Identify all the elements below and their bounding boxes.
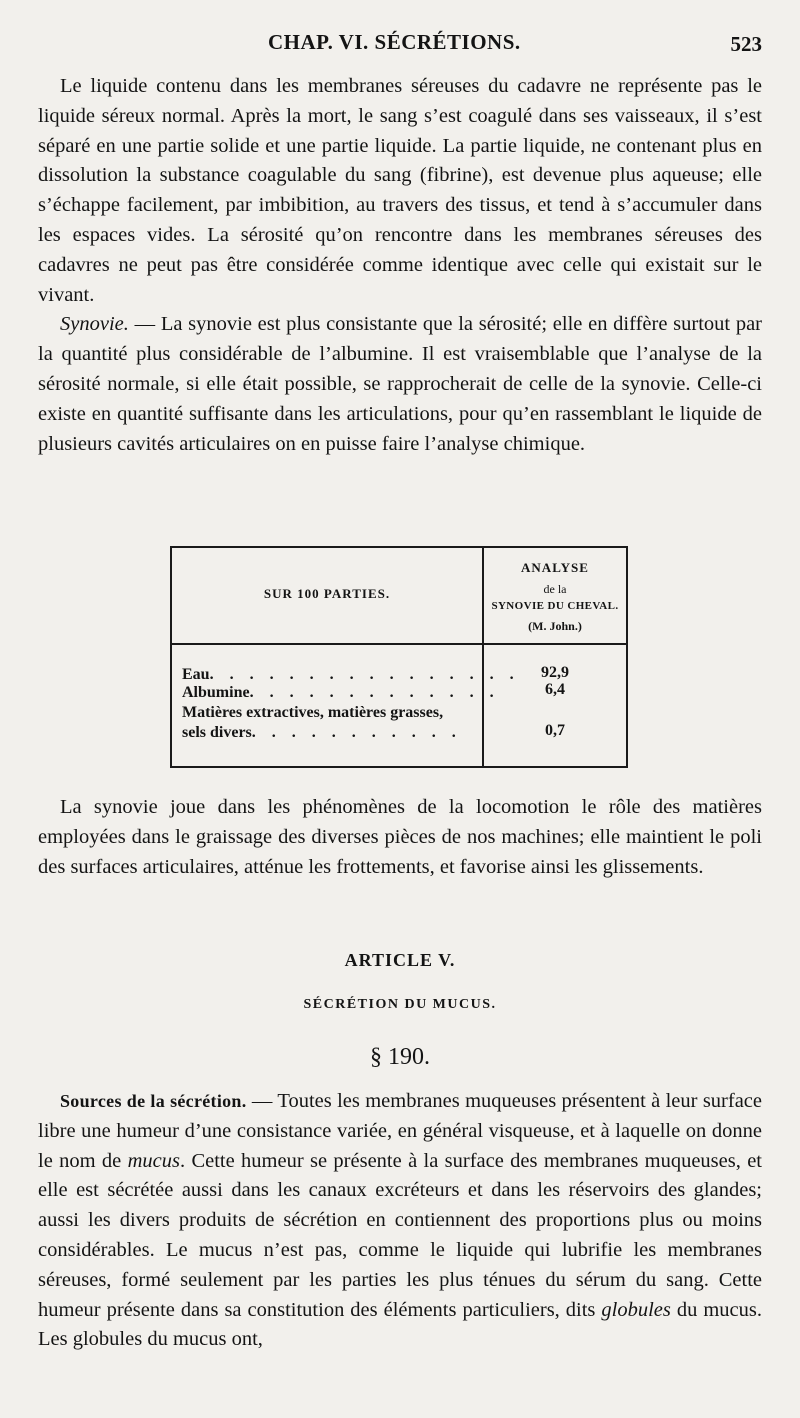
synovia-analysis-table <box>170 546 628 768</box>
section-heading: SÉCRÉTION DU MUCUS. <box>303 997 497 1012</box>
table-header-left: SUR 100 PARTIES. <box>263 586 391 601</box>
table-row-value: 6,4 <box>545 681 565 698</box>
body-text-top <box>38 72 762 459</box>
table-header-synovie: SYNOVIE DU CHEVAL. <box>491 600 619 612</box>
table-header-de-la: de la <box>543 582 567 596</box>
table-header-analyse: ANALYSE <box>521 560 589 575</box>
paragraph-serosity: Le liquide contenu dans les membranes séreuses du cadavre ne représente pas le liquide séreux normal. Après la mort, le sang s’est coagulé dans ses vaisseaux, il s’est séparé en une partie solide et une partie liquide. La partie liquide, ne contenant plus en dissolution la substance coagulable du sang (fibrine), est devenue plus aqueuse; elle s’échappe facilement, par imbibition, au travers des tissus, et tend à s’accumuler dans les espaces vides. La sérosité qu’on rencontre dans les membranes séreuses des cadavres ne peut pas être considérée comme identique avec celle qui existait sur le vivant. <box>38 75 762 306</box>
article-heading: ARTICLE V. <box>344 950 456 970</box>
body-text-bottom <box>38 1087 762 1355</box>
paragraph-lead-sources: Sources de la sécrétion. <box>60 1091 247 1111</box>
body-text-middle <box>38 793 762 882</box>
table-row-label: Matières extractives, matières grasses, <box>182 704 444 721</box>
table-row-label: Eau. . . . . . . . . . . . . . . . <box>182 666 520 683</box>
table-divider-horizontal <box>172 643 626 645</box>
table-header-author: (M. John.) <box>528 619 582 633</box>
paragraph-synovia <box>38 310 762 459</box>
paragraph-number: § 190. <box>370 1044 430 1070</box>
page-header <box>0 30 800 64</box>
term-mucus: mucus <box>127 1149 180 1172</box>
term-globules: globules <box>601 1298 671 1321</box>
paragraph-mucus-sources: Sources de la sécrétion. — Toutes les membranes muqueuses présentent à leur surface libre une humeur d’une consistance variée, en général visqueuse, et à laquelle on donne le nom de mucus. Cette humeur se présente à la surface des membranes muqueuses, et elle est sécrétée aussi dans les canaux excréteurs et dans les réservoirs des glandes; aussi les divers produits de sécrétion en contiennent des proportions plus ou moins considérables. Le mucus n’est pas, comme le liquide qui lubrifie les membranes séreuses, formé seulement par les parties les plus ténues du sérum du sang. Cette humeur présente dans sa constitution des éléments particuliers, dits globules du mucus. Les globules du mucus ont, <box>38 1090 763 1351</box>
table-row-value: 0,7 <box>545 722 565 739</box>
table-row-value: 92,9 <box>541 664 569 681</box>
paragraph-synovia-text: — La synovie est plus consistante que la sérosité; elle en diffère surtout par la quantité plus considérable de l’albumine. Il est vraisemblable que l’analyse de la sérosité normale, si elle était possible, se rapprocherait de celle de la synovie. Celle-ci existe en quantité suffisante dans les articulations, pour qu’en rassemblant le liquide de plusieurs cavités articulaires on en puisse faire l’analyse chimique. <box>38 313 762 455</box>
table-row-label: Albumine. . . . . . . . . . . . . <box>182 684 500 701</box>
running-head: CHAP. VI. SÉCRÉTIONS. <box>268 30 521 54</box>
paragraph-lubrication: La synovie joue dans les phénomènes de la locomotion le rôle des matières employées dans le graissage des diverses pièces de nos machines; elle maintient le poli des surfaces articulaires, atténue les frottements, et favorise ainsi les glissements. <box>38 796 762 878</box>
table-row-label: sels divers. . . . . . . . . . . <box>182 724 462 741</box>
page-number: 523 <box>730 32 762 56</box>
paragraph-lead-synovie: Synovie. <box>60 313 129 336</box>
